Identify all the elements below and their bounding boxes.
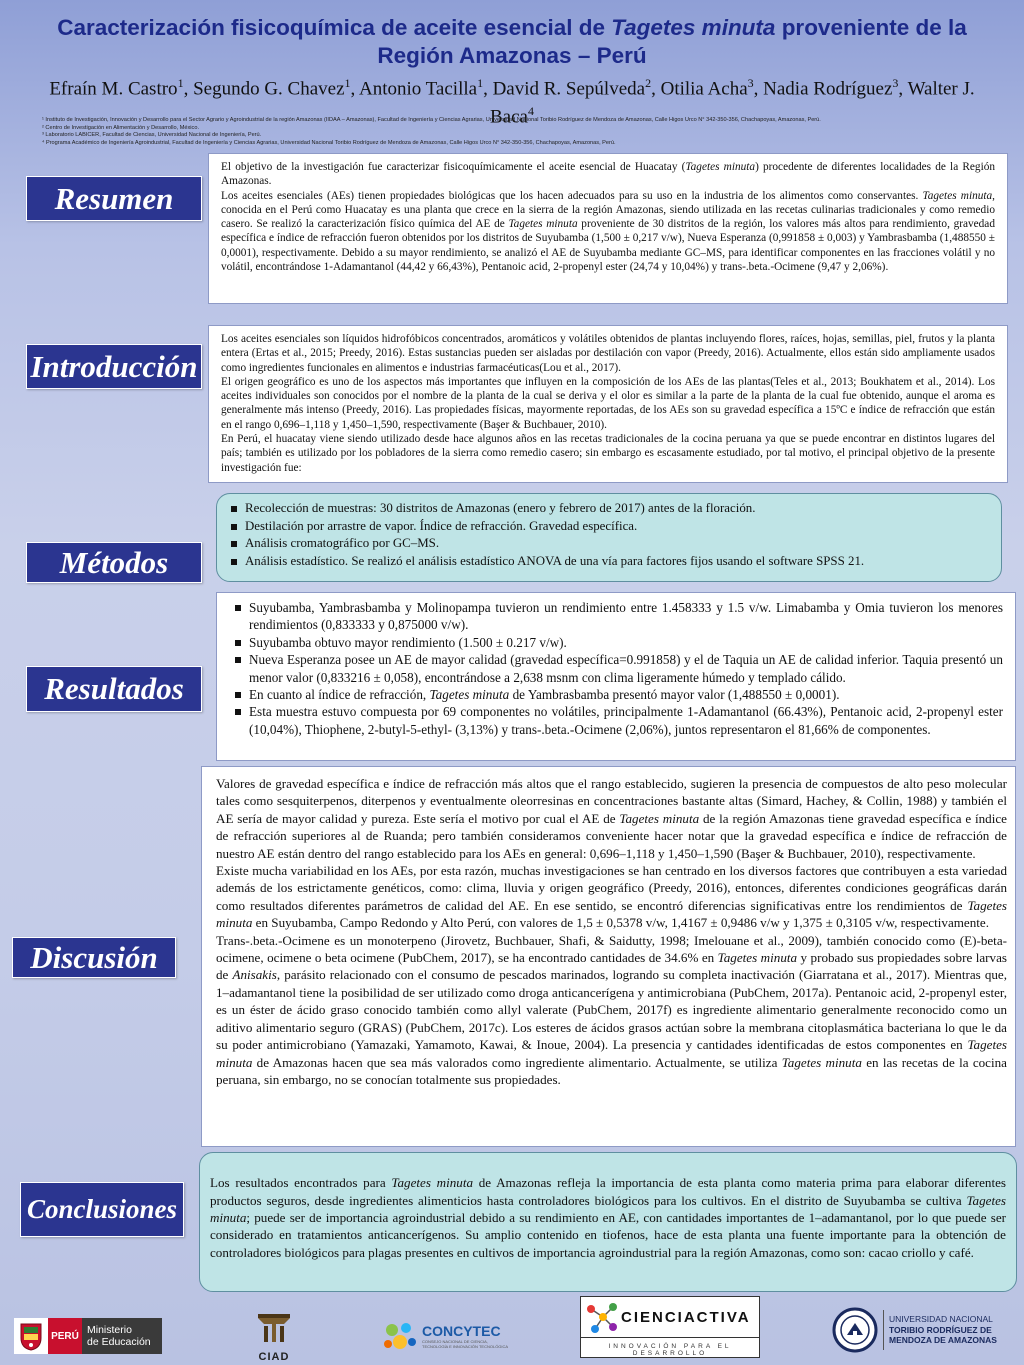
- text-run: ; puede ser de importancia agroindustrial debido a su rendimiento en AE, con cantidades importantes de 1–adamantanol, por lo que puede ser considerado en tratamientos anticancerígenos. Su amplio contenido en tiofenos, hace de esta planta una fuente importante para la obtención de controladores biológicos para plagas presentes en cultivos de importancia agroindustrial para la región Amazonas, como son: cacao criollo y café.: [210, 1209, 1006, 1260]
- author-separator: ,: [483, 78, 493, 100]
- section-label-resumen: Resumen: [26, 176, 202, 221]
- text-run: de Yambrasbamba presentó mayor valor (1,488550 ± 0,0001).: [509, 687, 840, 703]
- affiliation-line: ² Centro de Investigación en Alimentación y Desarrollo, México.: [42, 124, 200, 131]
- author-separator: ,: [183, 78, 194, 100]
- paragraph: [221, 189, 995, 275]
- author-affiliation-mark: 1: [477, 76, 484, 90]
- text-run: ) procedente de diferentes localidades de la Región Amazonas.: [221, 161, 996, 188]
- affiliations: [42, 117, 1002, 147]
- peru-coat-of-arms-icon: [14, 1318, 48, 1354]
- concytec-sub-2: TECNOLOGÍA E INNOVACIÓN TECNOLÓGICA: [422, 1344, 509, 1349]
- concytec-logo: [380, 1316, 510, 1356]
- introduction-box: [208, 325, 1008, 483]
- cienciactiva-name: CIENCIACTIVA: [621, 1308, 751, 1326]
- concytec-text: [422, 1323, 508, 1349]
- text-run: en Suyubamba, Campo Redondo y Alto Perú, con valores de 1,5 ± 0,5378 v/w, 1,4167 ± 0,9486 v/w y 1,375 ± 0,3105 v/w, respectivamente.: [252, 915, 990, 931]
- bullet-item: [229, 500, 987, 518]
- italic-term: Tagetes minuta: [717, 950, 798, 966]
- text-run: de Amazonas refleja la importancia de esta planta como materia prima para elaborar diferentes productos seguros, desde ingredientes alimenticios hasta controladores biológicos para los cultivos. En el distrito de Suyubamba se cultiva: [210, 1175, 1006, 1208]
- text-run: proveniente de 30 distritos de la región, los valores más altos para rendimiento, gravedad específica e índice de refracción fueron obtenidos por los distritos de Suyubamba (1,500 ± 0,217 v/w), Nueva Esperanza (0,991858 ± 0,003) y Yambrasbamba (1,488550 ± 0,0001), respectivamente. Debido a su mayor rendimiento, se analizó el AE de Suyubamba mediante GC–MS, para identificar componentes en las fracciones volátil y no volátil, encontrándose 1-Adamantanol (44,42 y 66,43%), Pentanoic acid, 2-propenyl ester (24,74 y 10,04%) y trans-.beta.-Ocimene (9,47 y 2,06%).: [221, 218, 995, 274]
- text-run: Existe mucha variabilidad en los AEs, por esta razón, muchas investigaciones se han centrado en los diversos factores que contribuyen a esta variedad además de los estrictamente genéticos, como: clima, lluvia y origen geográfico (Preedy, 2016), entonces, diferentes condiciones geográficas darán como resultados diferentes parámetros de calidad del AE. En ese sentido, se encontró diferencias significativas entre los rendimientos de: [216, 863, 1007, 913]
- text-run: Valores de gravedad específica e índice de refracción más altos que el rango establecido, sugieren la presencia de compuestos de alto peso molecular tales como sesquiterpenos, diterpenos y eventualmente oleorresinas en concentraciones bastante altas (Simard, Hachey, & Collin, 1988) y también el AE sería de mayor calidad y pureza. Este sería el motivo por cual el AE de: [216, 776, 1007, 826]
- bullet-item: [229, 553, 987, 571]
- text-run: Trans-.beta.-Ocimene es un monoterpeno (Jirovetz, Buchbauer, Shafi, & Saidutty, 1998; Imelouane et al., 2009), también conocido como (E)-beta-ocimene, ocimene o beta ocimene (PubChem, 2017), se ha encontrado cantidades de 34.6% en: [216, 932, 1007, 966]
- text-run: Los aceites esenciales (AEs) tienen propiedades biológicas que los hacen adecuados para su uso en la industria de los alimentos como conservantes.: [221, 189, 923, 202]
- text-run: de la región Amazonas tiene gravedad específica e índice de refracción superiores al de Ruanda; pero también consideramos conveniente hacer notar que la gravedad específica e índice de refracción de nuestro AE están dentro del rango establecido para los AEs en general: 0,696–1,118 y 1,450–1,590 (Başer & Buchbauer, 2010), respectivamente.: [216, 810, 1007, 861]
- author-name: Otilia Acha: [660, 78, 748, 100]
- italic-term: Tagetes minuta: [391, 1175, 474, 1191]
- text-run: Suyubamba obtuvo mayor rendimiento (1.500 ± 0.217 v/w).: [249, 634, 567, 650]
- title-species: Tagetes minuta: [611, 15, 776, 40]
- italic-term: Anisakis: [232, 967, 277, 983]
- untrm-line-2: TORIBIO RODRÍGUEZ DE: [889, 1324, 992, 1335]
- author-separator: ,: [651, 78, 661, 100]
- concytec-sub-1: CONSEJO NACIONAL DE CIENCIA,: [422, 1339, 488, 1344]
- author-separator: ,: [898, 78, 908, 100]
- cienciactiva-tagline: INNOVACIÓN PARA EL DESARROLLO: [581, 1337, 759, 1357]
- untrm-line-3: MENDOZA DE AMAZONAS: [889, 1335, 997, 1346]
- conclusions-box: [199, 1152, 1017, 1292]
- author-name: Walter J. Baca: [490, 78, 975, 128]
- text-run: Los resultados encontrados para: [210, 1175, 392, 1191]
- italic-term: Tagetes minuta: [922, 189, 993, 202]
- untrm-logo: [832, 1306, 1012, 1354]
- text-run: y probado sus propiedades sobre larvas de: [216, 950, 1007, 983]
- italic-term: Tagetes minuta: [685, 161, 756, 173]
- methods-box: [216, 493, 1002, 582]
- affiliation-line: ¹ Instituto de Investigación, Innovación y Desarrollo para el Sector Agrario y Agroindustrial de la región Amazonas (IIDAA – Amazonas), Facultad de Ingeniería y Ciencias Agrarias, Universidad Nacional Toribio Rodríguez de Mendoza de Amazonas, Calle Higos Urco N° 342-350-356, Chachapoyas, Amazonas, Perú.: [42, 117, 821, 123]
- paragraph: [216, 932, 1007, 1089]
- author-affiliation-mark: 3: [892, 76, 899, 90]
- text-run: Esta muestra estuvo compuesta por 69 componentes no volátiles, principalmente 1-Adamantanol (66.43%), Pentanoic acid, 2-propenyl ester (10,04%), Thiophene, 2-butyl-5-ethyl- (3,13%) y trans-.beta.-Ocimene (2,06%), juntos representaron el 81,66% de componentes.: [249, 704, 1003, 737]
- text-run: Los aceites esenciales son líquidos hidrofóbicos concentrados, aromáticos y volátiles obtenidos de plantas incluyendo flores, raíces, hojas, semillas, piel, frutos y la planta entera (Ertas et al., 2015; Preedy, 2016). Estas sustancias pueden ser aisladas por destilación con vapor (Preedy, 2016). Actualmente, ellos están sido ampliamente usados como ingredientes funcionales en alimentos e industrias farmacéuticas(Lou et al., 2017).: [221, 333, 995, 374]
- title-text-1: Caracterización fisicoquímica de aceite esencial de: [57, 15, 612, 40]
- title-text-2: proveniente de la Región Amazonas – Perú: [377, 15, 967, 68]
- bullet-item: [233, 599, 1003, 634]
- author-name: David R. Sepúlveda: [492, 78, 646, 100]
- text-run: Destilación por arrastre de vapor. Índice de refracción. Gravedad específica.: [245, 518, 638, 533]
- minedu-text: [82, 1318, 162, 1354]
- bullet-item: [233, 634, 1003, 651]
- minedu-logo: [14, 1318, 162, 1354]
- author-name: Segundo G. Chavez: [193, 78, 345, 100]
- bullet-list: [233, 599, 1003, 738]
- discussion-box: [201, 766, 1016, 1147]
- results-box: [216, 592, 1016, 761]
- author-name: Nadia Rodríguez: [763, 78, 893, 100]
- abstract-box: [208, 153, 1008, 304]
- text-run: En cuanto al índice de refracción,: [249, 687, 430, 703]
- section-label-discusion: Discusión: [12, 937, 176, 978]
- text-run: en las recetas de la cocina peruana, sin embargo, no se conocían totalmente sus propiedades.: [216, 1054, 1007, 1087]
- text-run: Suyubamba, Yambrasbamba y Molinopampa tuvieron un rendimiento entre 1.458333 y 1.5 v/w. Limabamba y Omia tuvieron los menores rendimientos (0,833333 y 0,875000 v/w).: [249, 600, 1003, 633]
- bullet-item: [233, 651, 1003, 686]
- untrm-divider: [883, 1310, 884, 1350]
- bullet-item: [233, 703, 1003, 738]
- untrm-text: [889, 1314, 997, 1346]
- text-run: Análisis estadístico. Se realizó el análisis estadístico ANOVA de una vía para factores fijos usando el software SPSS 21.: [245, 553, 865, 568]
- paragraph: [221, 375, 995, 432]
- italic-term: Tagetes minuta: [508, 218, 578, 231]
- text-run: , conocida en el Perú como Huacatay es una planta que crece en la sierra de la región Amazonas, siendo utilizada en las recetas culinarias tradicionales y como remedio casero. Se realizó la caracterización físico química del AE de: [221, 189, 995, 231]
- text-run: Nueva Esperanza posee un AE de mayor calidad (gravedad específica=0.991858) y el de Taquia un AE de calidad inferior. Taquia presentó un menor valor (0,833216 ± 0,058), encontrándose a 2,638 msnm con clima ligeramente húmedo y templado cálido.: [249, 652, 1003, 685]
- author-affiliation-mark: 2: [645, 76, 652, 90]
- bullet-item: [229, 535, 987, 553]
- paragraph: [216, 775, 1007, 862]
- cienciactiva-logo: [580, 1296, 760, 1358]
- untrm-line-1: UNIVERSIDAD NACIONAL: [889, 1314, 993, 1325]
- italic-term: Tagetes minuta: [210, 1192, 1006, 1225]
- section-label-resultados: Resultados: [26, 666, 202, 712]
- section-label-metodos: Métodos: [26, 542, 202, 583]
- text-run: El origen geográfico es uno de los aspectos más importantes que influyen en la composición de los AEs de las plantas(Teles et al., 2013; Boukhatem et al., 2014). Los aceites individuales son conocidos por el nombre de la planta de la cual se deriva y el olor es similar a la parte de la planta de la cual fue obtenido, aunque el aroma es generalmente más intenso (Preedy, 2016). Las propiedades físicas, mayormente reportadas, de los AEs son su gravedad específica a 15ºC e índice de refracción que están en el rango 0,696–1,118 y 1,450–1,590, respectivamente (Başer & Buchbauer, 2010).: [221, 375, 995, 431]
- author-name: Efraín M. Castro: [49, 78, 178, 100]
- paragraph: [221, 432, 995, 475]
- text-run: Recolección de muestras: 30 distritos de Amazonas (enero y febrero de 2017) antes de la floración.: [245, 501, 756, 515]
- section-label-introduccion: Introducción: [26, 344, 202, 389]
- ciad-label: CIAD: [258, 1351, 290, 1363]
- paragraph: [221, 160, 995, 189]
- author-separator: ,: [350, 78, 359, 100]
- text-run: de Amazonas hacen que sea más valorados como ingrediente alimentario. Actualmente, se utiliza: [252, 1054, 782, 1070]
- italic-term: Tagetes minuta: [619, 810, 700, 826]
- author-affiliation-mark: 4: [527, 104, 534, 119]
- text-run: , parásito relacionado con el consumo de pescados marinados, logrando su completa inactivación (Giarratana et al., 2017). Mientras que, 1–adamantanol tiene la posibilidad de ser utilizado como droga anticancerígena y antimicrobiana (PubChem, 2017a). Pentanoic acid, 2-propenyl ester, es un éster de ácido graso conocido también como allyl valerate (PubChem, 2017f) es ingrediente alimentario generalmente reconocido como un aditivo alimentario seguro (GRAS) (PubChem, 2017c). Los esteres de ácidos grasos actúan sobre la membrana citoplasmática bacteriana lo que le da su poder antimicrobiano (Yamazaki, Yamamoto, Kawai, & Inoue, 2004). La presencia y cantidades identificadas de estos componentes en: [216, 967, 1007, 1053]
- concytec-emblem-icon: [380, 1318, 420, 1354]
- author-name: Antonio Tacilla: [358, 78, 478, 100]
- bullet-item: [233, 686, 1003, 703]
- paragraph: [216, 862, 1007, 932]
- minedu-line-2: de Educación: [87, 1336, 151, 1348]
- text-run: En Perú, el huacatay viene siendo utilizado desde hace algunos años en las recetas tradicionales de la cocina peruana ya que se puede encontrar en distintos lugares del país; también es utilizado por los pobladores de la sierra como remedio casero; sin embargo es escasamente estudiado, por tal motivo, el principal objetivo de la presente investigación fue:: [221, 433, 995, 474]
- italic-term: Tagetes minuta: [429, 687, 510, 703]
- author-affiliation-mark: 3: [747, 76, 754, 90]
- text-run: Análisis cromatográfico por GC–MS.: [245, 536, 440, 550]
- bullet-list: [229, 500, 987, 570]
- paragraph: [210, 1174, 1006, 1261]
- poster-title: [20, 14, 1004, 70]
- italic-term: Tagetes minuta: [216, 897, 1007, 931]
- ciad-emblem-icon: [254, 1312, 294, 1346]
- author-separator: ,: [753, 78, 764, 100]
- peru-label: PERÚ: [48, 1318, 82, 1354]
- affiliation-line: ³ Laboratorio LABICER, Facultad de Ciencias, Universidad Nacional de Ingeniería, Perú.: [42, 132, 262, 139]
- text-run: El objetivo de la investigación fue caracterizar fisicoquímicamente el aceite esencial de Huacatay (: [221, 161, 686, 173]
- university-seal-icon: [832, 1307, 878, 1353]
- paragraph: [221, 332, 995, 375]
- author-affiliation-mark: 1: [344, 76, 351, 90]
- affiliation-line: ⁴ Programa Académico de Ingeniería Agroindustrial, Facultad de Ingeniería y Ciencias Agrarias, Universidad Nacional Toribio Rodríguez de Mendoza de Amazonas, Calle Higos Urco N° 342-350-356, Chachapoyas, Amazonas, Perú.: [42, 139, 616, 146]
- italic-term: Tagetes minuta: [781, 1054, 862, 1070]
- concytec-name: CONCYTEC: [422, 1323, 501, 1339]
- italic-term: Tagetes minuta: [216, 1037, 1007, 1070]
- author-affiliation-mark: 1: [177, 76, 184, 90]
- minedu-line-1: Ministerio: [87, 1324, 132, 1336]
- molecule-icon: [581, 1297, 621, 1337]
- cienciactiva-top: [581, 1297, 759, 1337]
- bullet-item: [229, 518, 987, 536]
- section-label-conclusiones: Conclusiones: [20, 1182, 184, 1237]
- ciad-logo: [254, 1312, 294, 1363]
